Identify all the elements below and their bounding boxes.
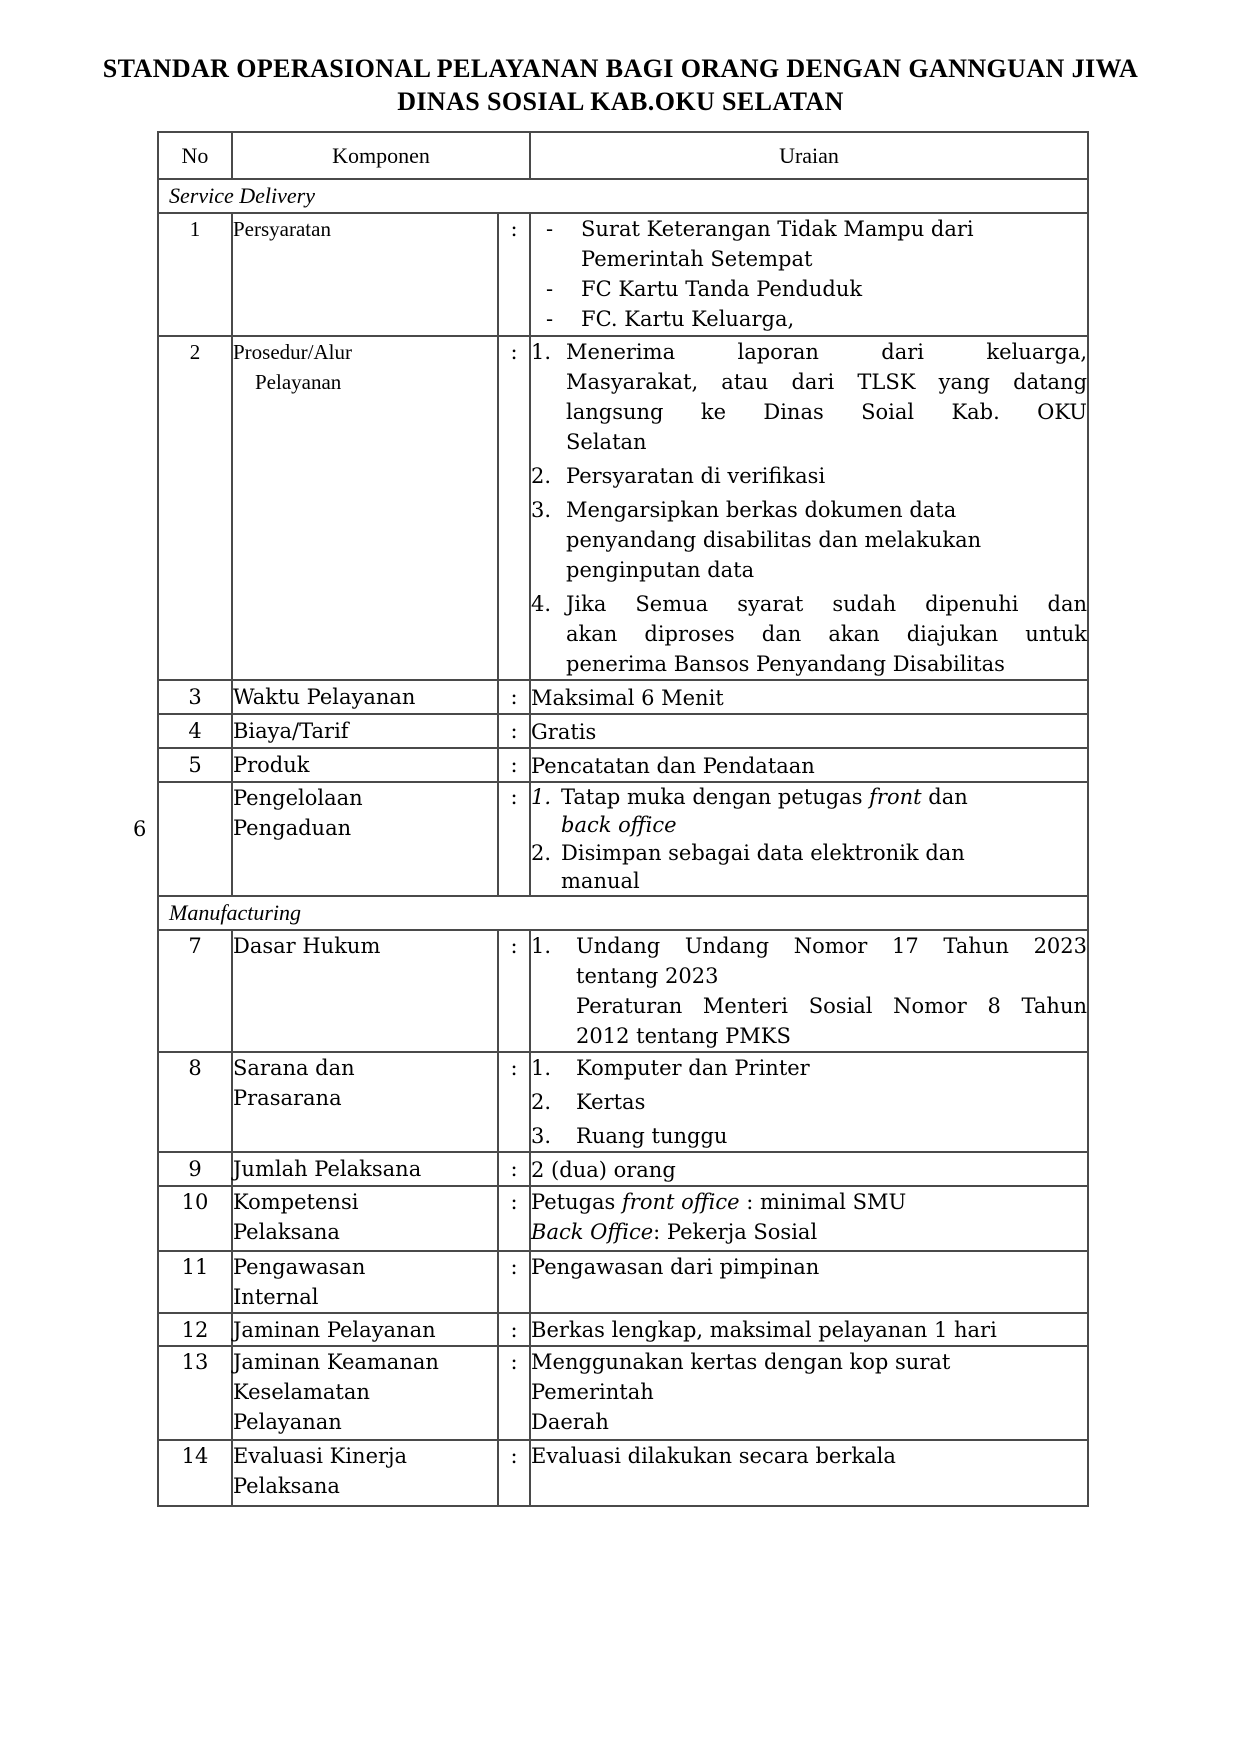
- row-number: 11: [158, 1251, 232, 1313]
- table-row-13: [158, 1346, 1088, 1440]
- title-line-1: STANDAR OPERASIONAL PELAYANAN BAGI ORANG DENGAN GANNGUAN JIWA: [102, 54, 1139, 83]
- numbered-item: 1. Komputer dan Printer: [531, 1056, 810, 1080]
- header-komponen: Komponen: [232, 132, 530, 179]
- colon-separator: :: [498, 1152, 530, 1186]
- table-row-4: [158, 714, 1088, 748]
- numbered-item: 1. Undang Undang Nomor 17 Tahun 2023 tentang 2023 Peraturan Menteri Sosial Nomor 8 Tahun 2012 tentang PMKS: [531, 934, 1088, 1048]
- section-row-manufacturing: [158, 896, 1088, 930]
- komponen-cell: Sarana dan Prasarana: [232, 1052, 498, 1152]
- uraian-cell: [530, 1052, 1088, 1152]
- uraian-cell: Menggunakan kertas dengan kop surat Pemerintah Daerah: [530, 1346, 1088, 1440]
- numbered-item: 3. Ruang tunggu: [531, 1124, 728, 1148]
- row-number: 14: [158, 1440, 232, 1506]
- numbered-item: 3. Mengarsipkan berkas dokumen data penyandang disabilitas dan melakukan penginputan data: [531, 498, 982, 582]
- table-header-row: [158, 132, 1088, 179]
- uraian-cell: [530, 930, 1088, 1052]
- uraian-cell: [530, 782, 1088, 896]
- komponen-cell: Dasar Hukum: [232, 930, 498, 1052]
- table-row-11: [158, 1251, 1088, 1313]
- komponen-cell: Biaya/Tarif: [232, 714, 498, 748]
- uraian-cell: Gratis: [530, 714, 1088, 748]
- komponen-cell: Prosedur/Alur Pelayanan: [232, 336, 498, 680]
- colon-separator: :: [498, 714, 530, 748]
- header-no: No: [158, 132, 232, 179]
- table-row-12: [158, 1313, 1088, 1346]
- colon-separator: :: [498, 680, 530, 714]
- uraian-cell: 2 (dua) orang: [530, 1152, 1088, 1186]
- colon-separator: :: [498, 782, 530, 896]
- section-label-manufacturing: Manufacturing: [158, 896, 1088, 930]
- komponen-cell: Evaluasi Kinerja Pelaksana: [232, 1440, 498, 1506]
- numbered-item: 2. Disimpan sebagai data elektronik dan manual: [531, 841, 965, 893]
- colon-separator: :: [498, 1052, 530, 1152]
- list-item: - FC. Kartu Keluarga,: [531, 304, 1087, 334]
- section-label-service-delivery: Service Delivery: [158, 179, 1088, 213]
- document-title: [0, 0, 1241, 118]
- numbered-item: 2. Persyaratan di verifikasi: [531, 464, 826, 488]
- row-number: 7: [158, 930, 232, 1052]
- colon-separator: :: [498, 748, 530, 782]
- komponen-cell: Kompetensi Pelaksana: [232, 1186, 498, 1251]
- list-item: - Surat Keterangan Tidak Mampu dari Pemerintah Setempat: [531, 214, 1087, 274]
- table-row-9: [158, 1152, 1088, 1186]
- uraian-cell: Petugas front office : minimal SMU Back Office: Pekerja Sosial: [530, 1186, 1088, 1251]
- table-row-2: [158, 336, 1088, 680]
- table-row-3: [158, 680, 1088, 714]
- row-number: 4: [158, 714, 232, 748]
- komponen-cell: Produk: [232, 748, 498, 782]
- sop-table: [133, 131, 1089, 1507]
- komponen-cell: Persyaratan: [232, 213, 498, 336]
- dash-bullet: -: [546, 277, 554, 301]
- row-number: 5: [158, 748, 232, 782]
- numbered-item: 4. Jika Semua syarat sudah dipenuhi dan akan diproses dan akan diajukan untuk penerima Bansos Penyandang Disabilitas: [531, 592, 1088, 676]
- row-number: 9: [158, 1152, 232, 1186]
- colon-separator: :: [498, 1186, 530, 1251]
- dash-bullet: -: [546, 217, 554, 241]
- komponen-cell: Waktu Pelayanan: [232, 680, 498, 714]
- table-row-7: [158, 930, 1088, 1052]
- numbered-item: 1. Menerima laporan dari keluarga, Masyarakat, atau dari TLSK yang datang langsung ke Dinas Soial Kab. OKU Selatan: [531, 340, 1088, 454]
- colon-separator: :: [498, 1313, 530, 1346]
- colon-separator: :: [498, 930, 530, 1052]
- table-row-8: [158, 1052, 1088, 1152]
- table-row-10: [158, 1186, 1088, 1251]
- uraian-cell: [530, 213, 1088, 336]
- row-number: 1: [158, 213, 232, 336]
- uraian-cell: Evaluasi dilakukan secara berkala: [530, 1440, 1088, 1506]
- komponen-cell: Jumlah Pelaksana: [232, 1152, 498, 1186]
- table-row-6: [158, 782, 1088, 896]
- uraian-cell: Berkas lengkap, maksimal pelayanan 1 hari: [530, 1313, 1088, 1346]
- hanging-row-number: 6: [133, 817, 147, 841]
- row-number: 10: [158, 1186, 232, 1251]
- row-number: [133, 782, 232, 896]
- colon-separator: :: [498, 1346, 530, 1440]
- dash-bullet: -: [546, 307, 554, 331]
- row-number: 12: [158, 1313, 232, 1346]
- list-item: - FC Kartu Tanda Penduduk: [531, 274, 1087, 304]
- colon-separator: :: [498, 213, 530, 336]
- header-uraian: Uraian: [530, 132, 1088, 179]
- colon-separator: :: [498, 1440, 530, 1506]
- colon-separator: :: [498, 336, 530, 680]
- colon-separator: :: [498, 1251, 530, 1313]
- uraian-cell: Pengawasan dari pimpinan: [530, 1251, 1088, 1313]
- numbered-item: 2. Kertas: [531, 1090, 646, 1114]
- row-number: 13: [158, 1346, 232, 1440]
- section-row-service-delivery: [158, 179, 1088, 213]
- komponen-cell: Jaminan Pelayanan: [232, 1313, 498, 1346]
- row-number: 2: [158, 336, 232, 680]
- table-row-5: [158, 748, 1088, 782]
- numbered-item: 1. Tatap muka dengan petugas front dan back office: [531, 785, 968, 837]
- row-number: 3: [158, 680, 232, 714]
- komponen-cell: Pengawasan Internal: [232, 1251, 498, 1313]
- table-row-14: [158, 1440, 1088, 1506]
- komponen-cell: Pengelolaan Pengaduan: [232, 782, 498, 896]
- table-row-1: [158, 213, 1088, 336]
- komponen-cell: Jaminan Keamanan Keselamatan Pelayanan: [232, 1346, 498, 1440]
- uraian-cell: [530, 336, 1088, 680]
- title-line-2: DINAS SOSIAL KAB.OKU SELATAN: [397, 87, 844, 116]
- row-number: 8: [158, 1052, 232, 1152]
- uraian-cell: Pencatatan dan Pendataan: [530, 748, 1088, 782]
- uraian-cell: Maksimal 6 Menit: [530, 680, 1088, 714]
